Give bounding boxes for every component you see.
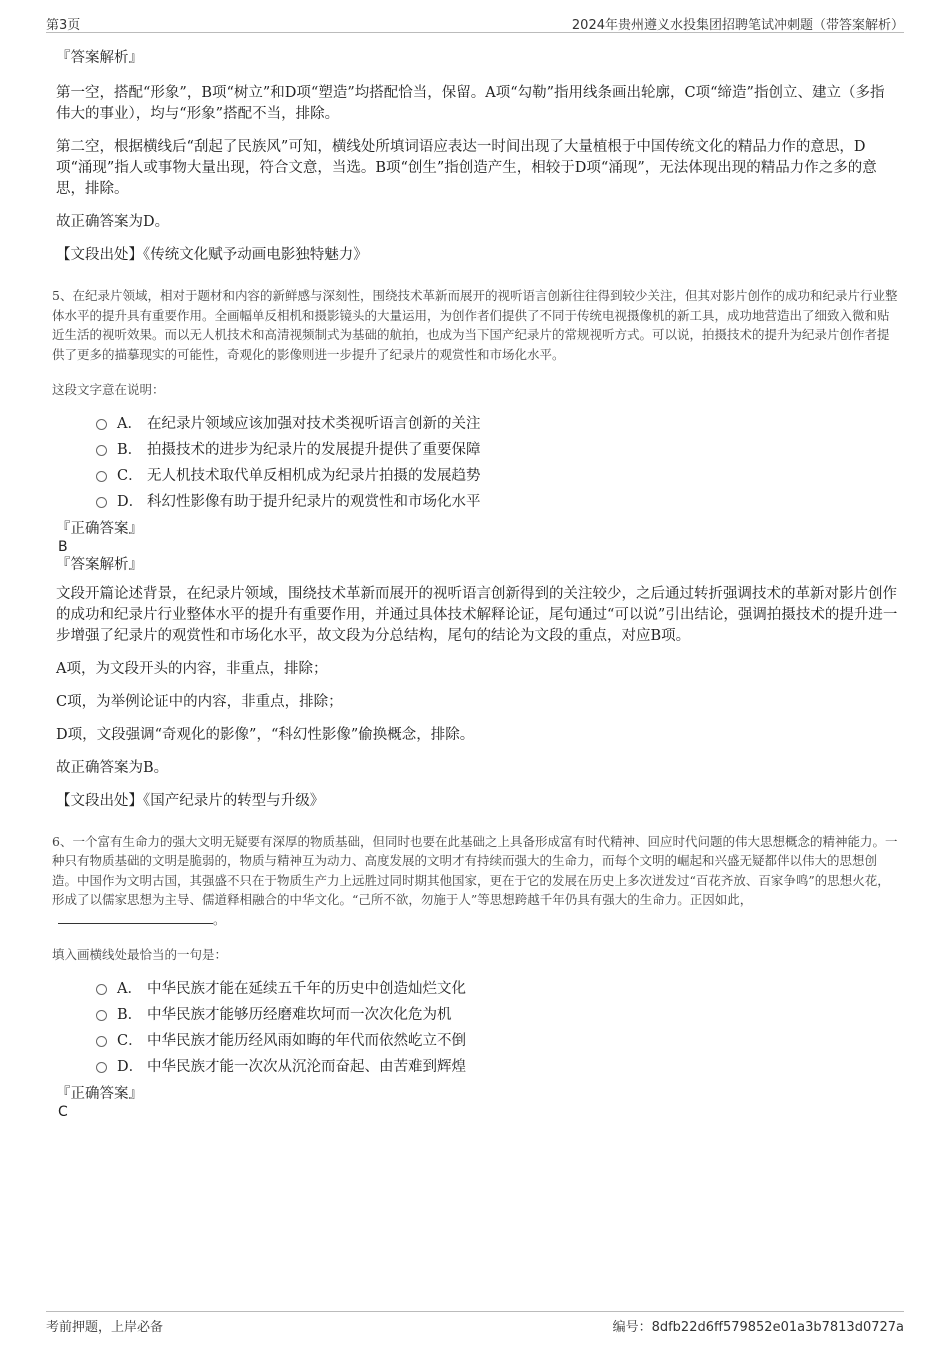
document-id: 编号：8dfb22d6ff579852e01a3b7813d0727a <box>612 1320 904 1335</box>
radio-icon[interactable] <box>96 1036 107 1047</box>
q4-source: 【文段出处】《传统文化赋予动画电影独特魅力》 <box>56 247 368 263</box>
radio-icon[interactable] <box>96 419 107 430</box>
q6-prompt: 填入画横线处最恰当的一句是： <box>52 947 228 962</box>
q5-stem: 5、在纪录片领域，相对于题材和内容的新鲜感与深刻性，围绕技术革新而展开的视听语言创新往往得到较少关注，但其对影片创作的成功和纪录片行业整体水平的提升具有重要作用。全画幅单反相机和摄影镜头的大量运用，为创作者们提供了不同于传统电视摄像机的新工具，成功地营造出了细致入微和贴近生活的视听效果。而以无人机技术和高清视频制式为基础的航拍，也成为当下国产纪录片的常规视听方式。可以说，拍摄技术的提升为纪录片创作者提供了更多的描摹现实的可能性，奇观化的影像则进一步提升了纪录片的观赏性和市场化水平。 <box>52 288 898 362</box>
q5-prompt: 这段文字意在说明： <box>52 382 165 397</box>
q5-analysis3: C项，为举例论证中的内容，非重点，排除； <box>56 693 343 710</box>
q5-answer: B <box>58 538 68 555</box>
q5-option-c[interactable]: C． 无人机技术取代单反相机成为纪录片拍摄的发展趋势 <box>96 462 898 488</box>
q5-option-d[interactable]: D． 科幻性影像有助于提升纪录片的观赏性和市场化水平 <box>96 488 898 514</box>
page-header <box>46 14 904 33</box>
q5-answer-label: 『正确答案』 <box>56 520 143 537</box>
fill-blank <box>58 911 213 924</box>
page-number: 第3页 <box>46 18 81 33</box>
q5-analysis2: A项，为文段开头的内容，非重点，排除； <box>56 660 328 677</box>
radio-icon[interactable] <box>96 471 107 482</box>
q5-option-a[interactable]: A． 在纪录片领域应该加强对技术类视听语言创新的关注 <box>96 410 898 436</box>
q6-stem: 6、一个富有生命力的强大文明无疑要有深厚的物质基础，但同时也要在此基础之上具备形成富有时代精神、回应时代问题的伟大思想概念的精神能力。一种只有物质基础的文明是脆弱的，物质与精神互为动力、高度发展的文明才有持续而强大的生命力，而每个文明的崛起和兴盛无疑都伴以伟大的思想创造。中国作为文明古国，其强盛不只在于物质生产力上远胜过同时期其他国家，更在于它的发展在历史上多次迸发过“百花齐放、百家争鸣”的思想火花，形成了以儒家思想为主导、儒道释相融合的中华文化。“己所不欲，勿施于人”等思想跨越千年仍具有强大的生命力。正因如此，。 <box>52 833 898 927</box>
q6-answer: C <box>58 1103 68 1120</box>
footer-slogan: 考前押题，上岸必备 <box>46 1320 164 1335</box>
radio-icon[interactable] <box>96 1062 107 1073</box>
radio-icon[interactable] <box>96 1010 107 1021</box>
q4-analysis-para1: 第一空，搭配“形象”，B项“树立”和D项“塑造”均搭配恰当，保留。A项“勾勒”指用线条画出轮廓，C项“缔造”指创立、建立（多指伟大的事业），均与“形象”搭配不当，排除。 <box>56 85 885 122</box>
q5-option-b[interactable]: B． 拍摄技术的进步为纪录片的发展提升提供了重要保障 <box>96 436 898 462</box>
radio-icon[interactable] <box>96 445 107 456</box>
q5-source: 【文段出处】《国产纪录片的转型与升级》 <box>56 792 325 809</box>
q4-analysis-label: 『答案解析』 <box>56 50 143 66</box>
q5-analysis1: 文段开篇论述背景，在纪录片领域，围绕技术革新而展开的视听语言创新得到的关注较少，之后通过转折强调技术的革新对影片创作的成功和纪录片行业整体水平的提升有重要作用，并通过具体技术解释论证，尾句通过“可以说”引出结论，强调拍摄技术的提升进一步增强了纪录片的观赏性和市场化水平，故文段为分总结构，尾句的结论为文段的重点，对应B项。 <box>56 585 898 644</box>
page-footer <box>46 1311 904 1336</box>
radio-icon[interactable] <box>96 984 107 995</box>
q4-conclusion: 故正确答案为D。 <box>56 214 170 230</box>
q5-conclusion: 故正确答案为B。 <box>56 759 169 776</box>
q5-analysis4: D项，文段强调“奇观化的影像”，“科幻性影像”偷换概念，排除。 <box>56 726 475 743</box>
q6-option-a[interactable]: A． 中华民族才能在延续五千年的历史中创造灿烂文化 <box>96 975 898 1001</box>
q6-option-b[interactable]: B． 中华民族才能够历经磨难坎坷而一次次化危为机 <box>96 1001 898 1027</box>
q6-option-c[interactable]: C． 中华民族才能历经风雨如晦的年代而依然屹立不倒 <box>96 1027 898 1053</box>
main-content <box>52 48 898 1121</box>
radio-icon[interactable] <box>96 497 107 508</box>
q6-options <box>96 975 898 1079</box>
document-title: 2024年贵州遵义水投集团招聘笔试冲刺题（带答案解析） <box>571 18 904 33</box>
q5-options <box>96 410 898 514</box>
q4-analysis-para2: 第二空，根据横线后“刮起了民族风”可知，横线处所填词语应表达一时间出现了大量植根于中国传统文化的精品力作的意思，D项“涌现”指人或事物大量出现，符合文意，当选。B项“创生”指创造产生，相较于D项“涌现”，无法体现出现的精品力作之多的意思，排除。 <box>56 139 877 197</box>
q6-option-d[interactable]: D． 中华民族才能一次次从沉沦而奋起、由苦难到辉煌 <box>96 1053 898 1079</box>
q5-analysis-label: 『答案解析』 <box>56 556 143 573</box>
q6-answer-label: 『正确答案』 <box>56 1085 143 1102</box>
